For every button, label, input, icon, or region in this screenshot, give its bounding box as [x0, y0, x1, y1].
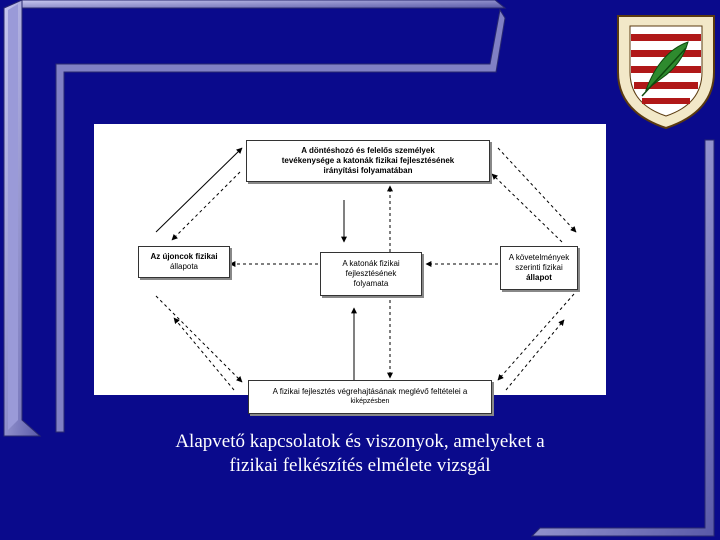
top-box-line-3: irányítási folyamatában	[323, 166, 413, 175]
center-box-line-2: fejlesztésének	[345, 269, 397, 278]
training-process-box	[320, 252, 422, 296]
arrow-bottom-to-left	[174, 318, 234, 390]
required-condition-box	[500, 246, 578, 290]
university-emblem-icon	[612, 12, 720, 130]
caption-line-1: Alapvető kapcsolatok és viszonyok, amelyeket a	[175, 431, 545, 452]
arrow-bottom-to-right	[506, 320, 564, 390]
arrow-top-to-right	[498, 148, 576, 232]
top-box-line-2: tevékenysége a katonák fizikai fejlesztésének	[281, 156, 455, 165]
left-box-line-2: állapota	[169, 262, 199, 271]
center-box-line-1: A katonák fizikai	[342, 259, 400, 268]
bottom-box-line-1: A fizikai fejlesztés végrehajtásának meglévő feltételei a	[272, 387, 468, 396]
arrow-left-to-top	[156, 148, 242, 232]
recruits-condition-box	[138, 246, 230, 278]
center-box-line-3: folyamata	[353, 279, 389, 288]
decision-makers-box	[246, 140, 490, 182]
right-box-line-1: A követelmények	[508, 253, 570, 262]
caption-line-2: fizikai felkészítés elmélete vizsgál	[229, 455, 491, 476]
slide-caption	[140, 430, 580, 478]
right-box-line-2: szerinti fizikai	[515, 263, 563, 272]
relationship-diagram	[94, 124, 606, 405]
conditions-box	[248, 380, 492, 414]
arrow-right-to-bottom	[498, 294, 574, 380]
left-box-line-1: Az újoncok fizikai	[150, 252, 218, 261]
top-box-line-1: A döntéshozó és felelős személyek	[301, 146, 435, 155]
right-box-line-3: állapot	[526, 273, 552, 282]
arrow-right-to-top	[492, 174, 562, 242]
arrow-left-to-bottom	[156, 296, 242, 382]
bottom-box-line-2: kiképzésben	[350, 398, 390, 405]
